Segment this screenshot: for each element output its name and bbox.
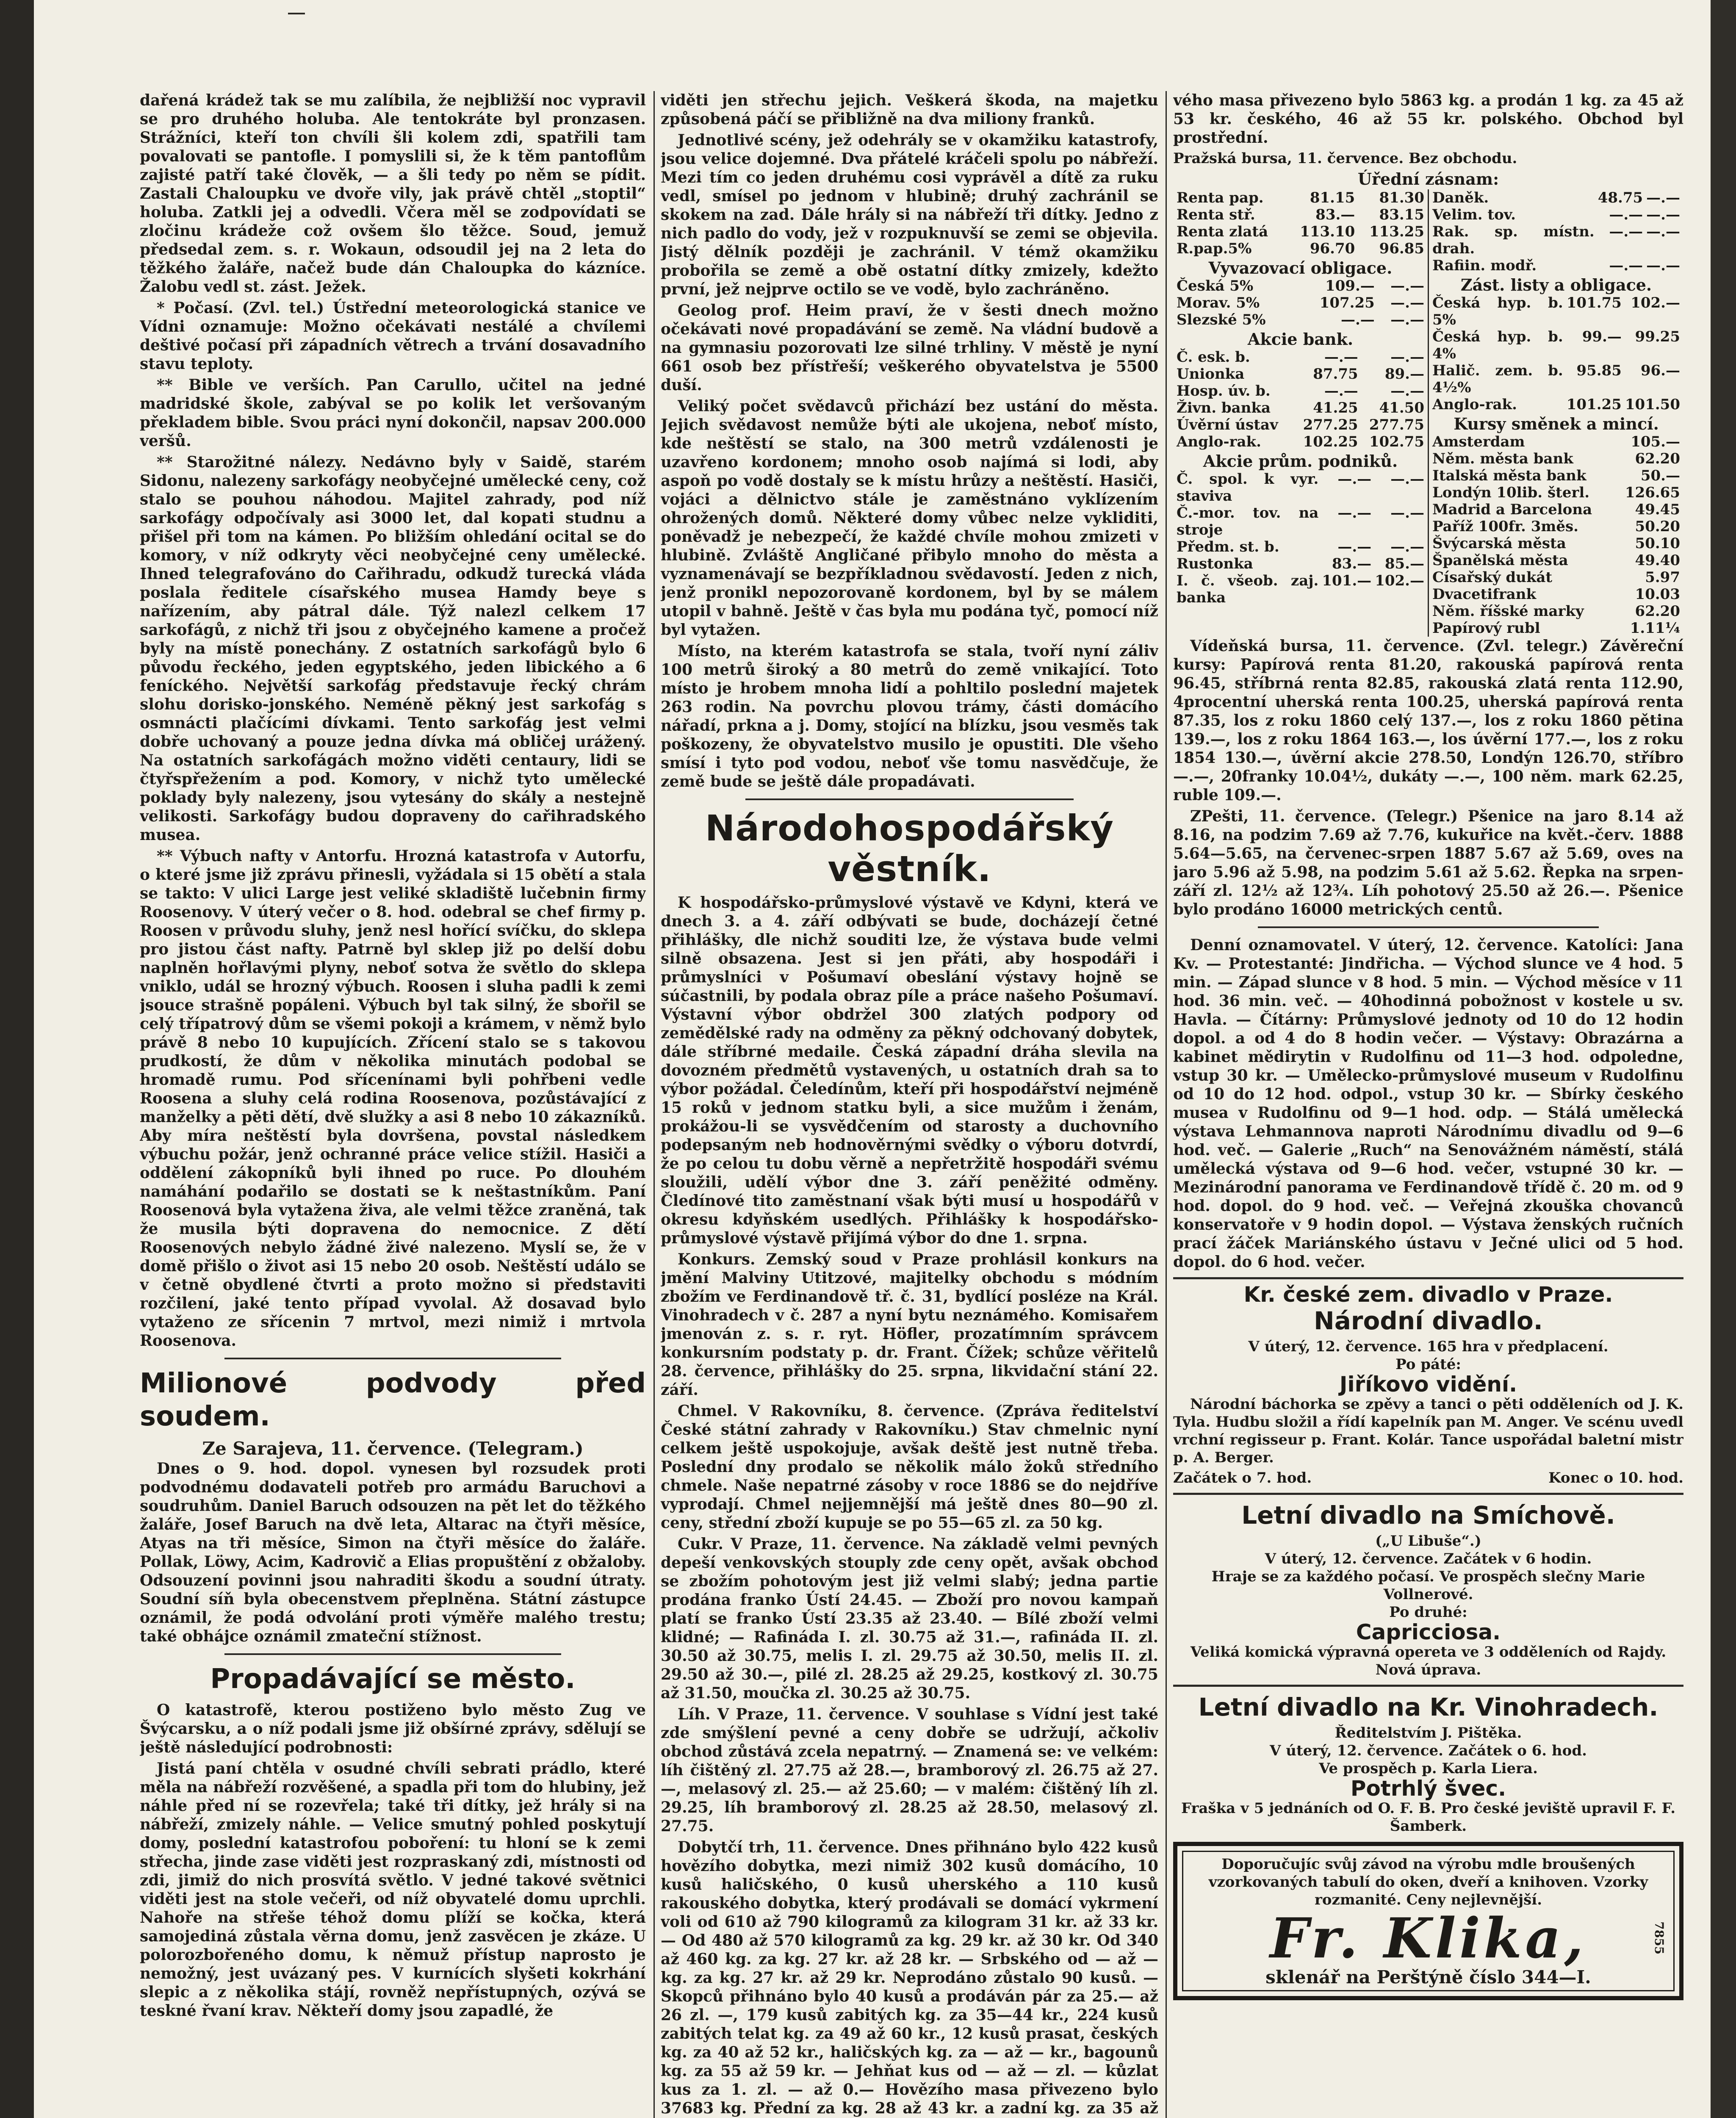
article-text: O katastrofě, kterou postiženo bylo město Zug ve Švýcarsku, a o níž podali jsme již obšírné zprávy, sdělují se ještě následující podrobnosti:: [140, 1701, 646, 1756]
rate-value: —.—: [1390, 349, 1424, 366]
rate-value: 99.25: [1635, 328, 1680, 345]
theatre-note: Nová úprava.: [1375, 1661, 1481, 1678]
rate-value: 85.—: [1384, 555, 1424, 572]
rate-label: Švýcarská města: [1432, 535, 1566, 552]
rate-value: —.—: [1390, 294, 1424, 311]
rate-value: —.—: [1390, 538, 1424, 555]
rate-row: [1175, 505, 1426, 538]
rate-row: [1175, 538, 1426, 555]
rate-value: —.—: [1609, 206, 1643, 223]
article-text: Geolog prof. Heim praví, že v šesti dnech možno očekávati nové propadávání se země. Na vládní budově a na gymnasiu pozorovati lze silné trhliny. V městě je nyní 661 osob bez přístřeší; veškerého obyvatelstva je 5500 duší.: [661, 302, 1158, 394]
rate-value: 83.—: [1332, 555, 1372, 572]
rate-label: Renta stř.: [1177, 206, 1255, 223]
divider: [1173, 1685, 1683, 1687]
rate-value: —.—: [1646, 206, 1680, 223]
table-heading: Úřední zásnam:: [1357, 169, 1499, 189]
rate-row: [1175, 223, 1426, 240]
rate-value: —.—: [1324, 383, 1358, 399]
rates-right: [1431, 189, 1682, 274]
rate-value: 107.25: [1319, 294, 1375, 311]
article-text: Dnes o 9. hod. dopol. vynesen byl rozsudek proti podvodnému dodavateli potřeb pro armádu Baruchovi a soudruhům. Daniel Baruch odsouzen na pět let do těžkého žaláře, Josef Baruch na dvě leta, Altarac na čtyři měsíce, Atyas na tři měsíce, Simon na čtyři měsíce do žaláře. Pollak, Löwy, Acim, Kadrovič a Elias propuštění z obžaloby. Odsouzení povinni jsou nahraditi škodu a soudní útraty. Soudní síň byla obecenstvem přeplněna. Státní zástupce oznámil, že podá odvolání proti výměře malého trestu; také obhájce oznámil zmateční stížnost.: [140, 1460, 646, 1645]
rate-label: Rustonka: [1177, 555, 1253, 572]
rate-row: [1431, 484, 1682, 501]
rate-label: Rafiin. modř.: [1432, 257, 1537, 274]
article-text: viděti jen střechu jejich. Veškerá škoda, na majetku způsobená páčí se přibližně na dva miliony franků.: [661, 91, 1158, 128]
play-title: Capricciosa.: [1356, 1620, 1501, 1644]
rate-row: [1431, 294, 1682, 328]
rate-row: [1175, 555, 1426, 572]
theatre-note: Hraje se za každého počasí. Ve prospěch slečny Marie Vollnerové.: [1211, 1568, 1645, 1603]
rate-value: —.—: [1337, 471, 1372, 488]
dateline: Ze Sarajeva, 11. července. (Telegram.): [202, 1438, 584, 1459]
rate-value: 105.—: [1631, 433, 1680, 450]
rate-row: [1175, 433, 1426, 450]
column-2: [661, 91, 1158, 2118]
bursa-headline: Pražská bursa, 11. července. Bez obchodu.: [1173, 150, 1517, 167]
article-text: Konkurs. Zemský soud v Praze prohlásil konkurs na jmění Malviny Utitzové, majitelky obchodu s módním zbožím ve Ferdinandově tř. č. 31, bydlící posléze na Král. Vinohradech v č. 287 a nyní bytu neznámého. Komisařem jmenován z. s. r. ryt. Höfler, prozatímním správcem konkursním podstaty p. dr. Frant. Čížek; schůze věřitelů 28. července, přihlášky do 25. srpna, likvidační stání 22. září.: [661, 1250, 1158, 1399]
rate-value: 102.—: [1375, 572, 1424, 589]
rate-label: Daněk.: [1432, 189, 1489, 206]
rate-label: Předm. st. b.: [1177, 538, 1279, 555]
article-text: Líh. V Praze, 11. července. V souhlase s Vídní jest také zde smýšlení pevné a ceny dobře se udržují, ačkoliv obchod zůstává zcela nepatrný. — Znamená se: ve velkém: líh čištěný zl. 27.75 až 28.—, bramborový zl. 26.75 až 27.—, melasový zl. 25.— až 25.60; — v malém: čištěný líh zl. 29.25, líh bramborový zl. 28.25 až 28.50, melasový zl. 27.75.: [661, 1705, 1158, 1835]
rate-value: —.—: [1390, 277, 1424, 294]
rate-value: 1.11¼: [1630, 620, 1680, 637]
news-item: ** Bible ve verších. Pan Carullo, učitel na jedné madridské škole, zabýval se po kolik let veršovaným překladem bible. Svou práci nyní dokončil, napsav 200.000 veršů.: [140, 376, 646, 450]
rate-row: [1431, 257, 1682, 274]
rate-value: 10.03: [1635, 586, 1680, 603]
divider: [1173, 1277, 1683, 1279]
rate-value: 96.85: [1379, 240, 1424, 257]
rate-value: 113.25: [1369, 223, 1424, 240]
rate-label: Dvacetifrank: [1432, 586, 1537, 603]
column-divider: [1166, 91, 1167, 2118]
rate-label: I. č. všeob. zaj. banka: [1177, 572, 1319, 606]
rate-value: —.—: [1390, 383, 1424, 399]
rate-value: —.—: [1646, 189, 1680, 206]
column-1: [140, 91, 646, 2118]
weather-item: * Počasí. (Zvl. tel.) Ústřední meteorologická stanice ve Vídni oznamuje: Možno očekávati nestálé a chvílemi deštivé počasí při západních větrech a trvání dosavadního stavu teploty.: [140, 299, 646, 373]
ad-address: sklenář na Perštýně číslo 344—I.: [1265, 1967, 1591, 1988]
rate-label: Rak. sp. místn. drah.: [1432, 223, 1595, 257]
theatre-text: Fraška v 5 jednáních od O. F. B. Pro české jeviště upravil F. F. Šamberk.: [1181, 1800, 1676, 1835]
rate-value: 83.15: [1379, 206, 1424, 223]
rate-value: 277.75: [1369, 416, 1424, 433]
rate-value: 41.50: [1379, 399, 1424, 416]
article-text: K hospodářsko-průmyslové výstavě ve Kdyni, která ve dnech 3. a 4. září odbývati se bude, docházejí četné přihlášky, dle nichž souditi lze, že výstava bude velmi silně obsazena. Jest si jen přáti, aby hospodáři i průmyslníci v Pošumaví obeslání výstavy hojně se súčastnili, by podala obraz píle a práce našeho Pošumaví. Výstavní výbor obdržel 300 zlatých podpory od zemědělské rady na odměny za pěkný odchovaný dobytek, dále stříbrné medaile. Česká západní dráha slevila na dovozném předmětů vystavených, u ostatních drah sa to výbor požádal. Čeledínům, kteří při hospodářství nejméně 15 roků v jednom statku byli, a sice mužům i ženám, prokážou-li se vysvědčením od starosty a duchovního podepsaným neb hodnověrnými svědky o výboru dotvrdí, že po celou tu dobu věrně a nepřetržitě hospodáři svému sloužili, udělí výbor dne 3. září peněžité odměny. Čledínové tito zaměstnaní však býti musí u hospodářů v okresu kdyňském usedlých. Přihlášky k hospodářsko-průmyslové výstavě přijímá výbor do dne 1. srpna.: [661, 894, 1158, 1247]
rate-value: 96.70: [1310, 240, 1355, 257]
theatre-title: Národní divadlo.: [1314, 1306, 1543, 1335]
rate-label: Anglo-rak.: [1432, 396, 1517, 413]
end-time: Konec o 10. hod.: [1548, 1469, 1683, 1486]
rate-row: [1431, 450, 1682, 467]
rates-zast: [1431, 294, 1682, 413]
rate-value: —.—: [1324, 349, 1358, 366]
rate-value: 101.25: [1566, 396, 1622, 413]
article-text: Chmel. V Rakovníku, 8. července. (Zpráva ředitelství České státní zahrady v Rakovníku.) Stav chmelnic nyní celkem ještě uspokojuje, avšak deště jest nutně třeba. Poslední dny prodalo se několik málo žoků středního chmele. Naše nepatrné zásoby v roce 1886 se do nejdříve vyprodají. Chmel nejjemnější má ještě dnes 80—90 zl. ceny, střední zboží kupuje se po 55—65 zl. za 50 kg.: [661, 1402, 1158, 1532]
rate-value: 50.10: [1635, 535, 1680, 552]
rate-row: [1175, 311, 1426, 328]
article-text: Veliký počet svědavců přichází bez ustání do města. Jejich svědavost nemůže býti ale ukojena, neboť místo, kde neštěstí se stalo, na 300 metrů vzdálenosti je uzavřeno kordonem; mnoho osob najímá si lodi, aby aspoň po vodě dostaly se k místu hrůzy a neštěstí. Hasiči, vojáci a dělnictvo stále je zaměstnáno vyklízením ohrožených domů. Některé domy vůbec nelze vykliditi, poněvadž je nebezpečí, že každé chvíle mohou zmizeti v hlubině. Zvláště Angličané přibylo mnoho do města a vyznamenávají se bezpříkladnou svědavostí. Jeden z nich, jenž pronikl nepozorovaně kordonem, byl by se málem utopil v bahně. Ještě v čas byla mu podána tyč, pomocí níž byl vytažen.: [661, 397, 1158, 639]
rate-label: Španělská města: [1432, 552, 1568, 569]
rate-value: 48.75: [1598, 189, 1643, 206]
rate-value: 49.40: [1635, 552, 1680, 569]
rate-label: Halič. zem. b. 4½%: [1432, 362, 1563, 396]
rate-row: [1431, 535, 1682, 552]
scan-edge-right: [1711, 0, 1736, 2118]
divider: [745, 798, 1074, 800]
table-heading: Akcie prům. podniků.: [1203, 452, 1398, 471]
rate-value: —.—: [1646, 223, 1680, 240]
ad-text: Doporučujíc svůj závod na výrobu mdle broušených vzorkovaných tabulí do oken, dveří a knihoven. Vzorky rozmanité. Ceny nejlevnější.: [1208, 1856, 1648, 1908]
rate-label: Č.-mor. tov. na stroje: [1177, 505, 1319, 538]
theatre-date: V úterý, 12. července. 165 hra v předplacení.: [1248, 1338, 1609, 1355]
rate-row: [1175, 240, 1426, 257]
rate-label: Č. esk. b.: [1177, 349, 1250, 366]
divider: [224, 1653, 561, 1655]
article-text: vého masa přivezeno bylo 5863 kg. a prodán 1 kg. za 45 až 53 kr. českého, 46 až 55 kr. polského. Obchod byl prostřední.: [1173, 91, 1683, 147]
rate-value: 5.97: [1645, 569, 1680, 586]
rate-value: 99.—: [1582, 328, 1622, 345]
news-item: ** Starožitné nálezy. Nedávno byly v Saidě, starém Sidonu, nalezeny sarkofágy neobyčejné umělecké ceny, což stalo se pouhou náhodou. Majitel zahrady, pod níž sarkofágy odpočívaly asi 3000 let, dal kopati studnu a přišel při tom na kámen. Po bližším ohledání ocital se do komory, v níž odkryty věci neobyčejné ceny umělecké. Ihned telegrafováno do Cařihradu, odkudž turecká vláda poslala ředitele císařského musea Hamdy beye s nařízením, aby pátral dále. Týž nalezl celkem 17 sarkofágů, z nichž tři jsou z obyčejného kamene a pročež byly na místě ponechány. Z ostatních sarkofágů bylo 6 původu řeckého, jeden egyptského, jeden libického a 6 feníckého. Největší sarkofág představuje řecký chrám slohu dorisko-jonského. Neméně pěkný jest sarkofág s osmnácti plačícími dívkami. Tento sarkofág jest velmi dobře uchovaný a pouze jedna dívka má obličej urážený. Na ostatních sarkofágách možno viděti centaury, lidi se čtyřspřežením a pod. Komory, v nichž tyto umělecké poklady byly nalezeny, jsou vytesány do skály a nestejně velikosti. Sarkofágy budou dopraveny do cařihradského musea.: [140, 453, 646, 844]
rate-value: —.—: [1340, 311, 1375, 328]
article-text: Místo, na kterém katastrofa se stala, tvoří nyní záliv 100 metrů široký a 80 metrů do země vnikající. Toto místo je hrobem mnoha lidí a pohltilo poslední majetek 263 rodin. Na povrchu plovou trámy, části domácího nářadí, prkna a j. Domy, stojící na blízku, jsou vesměs tak poškozeny, že obyvatelstvo musilo je opustiti. Dle všeho smísí i tyto pod vodou, neboť vše tomu nasvědčuje, že země bude se ještě dále propadávati.: [661, 642, 1158, 790]
rate-row: [1431, 328, 1682, 362]
theatre-title: Letní divadlo na Kr. Vinohradech.: [1198, 1693, 1658, 1722]
rate-value: 81.30: [1379, 189, 1424, 206]
rate-label: Morav. 5%: [1177, 294, 1260, 311]
rate-row: [1175, 366, 1426, 383]
start-time: Začátek o 7. hod.: [1173, 1469, 1312, 1486]
advertisement: [1173, 1842, 1683, 2000]
play-title: Jiříkovo vidění.: [1339, 1372, 1517, 1397]
rate-value: 49.45: [1635, 501, 1680, 518]
section-headline: Národohospodářský věstník.: [705, 807, 1114, 890]
rates-akcie: [1175, 349, 1426, 450]
rate-row: [1431, 569, 1682, 586]
divider: [1258, 926, 1599, 928]
rate-value: —.—: [1390, 505, 1424, 521]
column-divider: [653, 91, 655, 2118]
rate-value: 89.—: [1384, 366, 1424, 383]
theatre-sub: Ředitelstvím J. Pištěka.: [1335, 1724, 1522, 1741]
article-text: Jistá paní chtěla v osudné chvíli sebrati prádlo, které měla na nábřeží rozvěšené, a spadla při tom do hlubiny, jež náhle před ní se rozevřela; také tři dítky, jež hrály si na nábřeží, zmizely náhle. — Velice smutný pohled poskytují domy, poslední katastrofou poboření: tu hloní se k zemi střecha, jinde zase viděti jest rozpraskaný zdi, místnosti od zdi, jimiž do nich prosvítá světlo. V jedné takové světnici viděti jest na stole večeři, od níž obyvatelé domu uprchli. Nahoře na střeše téhož domu plíží se kočka, která samojediná zůstala věrna domu, jenž zasvěcen je zkáze. U polorozbořeného domu, k němuž přístup naprosto je nemožný, jest uvázaný pes. V kurnících slyšeti kokrhání slepic a z několika stájí, rovněž nepřístupných, ozývá se teskné řvaní krav. Někteří domy jsou zapadlé, že: [140, 1760, 646, 2020]
bursa-table: [1173, 189, 1683, 637]
rates-prum: [1175, 471, 1426, 606]
rate-row: [1175, 294, 1426, 311]
rate-value: 50.20: [1635, 518, 1680, 535]
rates-kursy: [1431, 433, 1682, 637]
rate-row: [1175, 416, 1426, 433]
rate-label: Renta zlatá: [1177, 223, 1268, 240]
rate-row: [1431, 223, 1682, 257]
rate-row: [1431, 189, 1682, 206]
rate-label: Živn. banka: [1177, 399, 1271, 416]
rate-row: [1431, 603, 1682, 620]
theatre-text: Národní báchorka se zpěvy a tanci o pěti odděleních od J. K. Tyla. Hudbu složil a řídí kapelník pan M. Anger. Ve scénu uvedl vrchní regisseur p. Frant. Kolár. Tance uspořádal baletní mistr p. A. Berger.: [1173, 1396, 1683, 1466]
rate-value: 102.25: [1303, 433, 1358, 450]
rate-value: —.—: [1390, 311, 1424, 328]
divider: [1173, 1493, 1683, 1495]
rate-label: Amsterdam: [1432, 433, 1525, 450]
rate-row: [1431, 620, 1682, 637]
theatre-sub: („U Libuše“.): [1375, 1533, 1481, 1550]
rate-label: Hosp. úv. b.: [1177, 383, 1271, 399]
news-item: ** Výbuch nafty v Antorfu. Hrozná katastrofa v Autorfu, o které jsme již zprávu přinesli, vyžádala si 15 obětí a stala se takto: V ulici Large jest veliké skladiště lučebnin firmy Roosenovy. V úterý večer o 8. hod. odebral se chef firmy p. Roosen v průvodu sluhy, jenž nesl hořící svíčku, do sklepa pro jistou část nafty. Patrně byl sklep již po delší dobu naplněn hořlavými plyny, neboť sotva že světlo do sklepa vniklo, udál se hrozný výbuch. Roosen i sluha padli k zemi jsouce strašně popáleni. Výbuch byl tak silný, že sbořil se celý třípatrový dům se všemi pokoji a krámem, v němž bylo právě 8 nebo 10 kupujících. Zřícení stalo se s takovou prudkostí, že dům v několika minutách podobal se hromadě rumu. Pod sřícenínami byli pohřbeni vedle Roosena a sluhy celá rodina Roosenova, pozůstávající z manželky a pěti dětí, dvě služky a asi 8 nebo 10 zákazníků. Aby míra neštěstí byla dovršena, povstal následkem výbuchu požár, jenž ochranné práce velice stížil. Hasiči a oddělení zákopníků byli ihned po ruce. Po dlouhém namáhání podařilo se dostati se k neštastníkům. Paní Roosenová byla vytažena živa, ale velmi těžce zraněná, tak že musila býti dopravena do nemocnice. Z dětí Roosenových nebylo žádné živé nalezeno. Myslí se, že v domě přišlo o život asi 15 nebo 20 osob. Neštěstí událo se v četně obydlené čtvrti a proto možno si představiti rozčilení, jaké tento případ vyvolal. Až dosavad bylo vytaženo ze sřícenin 7 mrtvol, mezi nimiž i mrtvola Roosenova.: [140, 847, 646, 1350]
rates-vyvaz: [1175, 277, 1426, 328]
rate-row: [1175, 206, 1426, 223]
page-mark: [288, 13, 305, 14]
theatre-note: Ve prospěch p. Karla Liera.: [1319, 1760, 1538, 1777]
rate-row: [1175, 383, 1426, 399]
rate-row: [1431, 552, 1682, 569]
rate-label: Londýn 10lib. šterl.: [1432, 484, 1590, 501]
rate-value: —.—: [1337, 505, 1372, 521]
rate-label: Česká hyp. b. 4%: [1432, 328, 1563, 362]
article-headline: Milionové podvody před soudem.: [140, 1368, 646, 1432]
rate-label: Slezské 5%: [1177, 311, 1266, 328]
rate-value: 81.15: [1310, 189, 1355, 206]
rate-value: 62.20: [1635, 450, 1680, 467]
rate-label: R.pap.5%: [1177, 240, 1252, 257]
rate-value: —.—: [1609, 257, 1643, 274]
theatre-note: Po druhé:: [1389, 1604, 1467, 1621]
rate-label: Císařský dukát: [1432, 569, 1553, 586]
play-title: Potrhlý švec.: [1350, 1776, 1506, 1801]
table-heading: Akcie bank.: [1247, 330, 1354, 349]
rate-row: [1431, 467, 1682, 484]
rate-row: [1431, 501, 1682, 518]
rate-value: 102.—: [1631, 294, 1680, 311]
table-heading: Vyvazovací obligace.: [1208, 258, 1393, 277]
theatre-date: V úterý, 12. července. Začátek v 6 hodin.: [1265, 1550, 1592, 1567]
rate-row: [1175, 399, 1426, 416]
rate-row: [1431, 518, 1682, 535]
divider: [224, 1358, 561, 1359]
rate-value: 101.—: [1322, 572, 1372, 589]
rate-label: Velim. tov.: [1432, 206, 1516, 223]
rate-value: 87.75: [1313, 366, 1358, 383]
rates-left: [1175, 189, 1426, 257]
rate-value: 101.50: [1625, 396, 1680, 413]
rate-value: 126.65: [1625, 484, 1680, 501]
rate-label: Renta pap.: [1177, 189, 1264, 206]
rate-value: 277.25: [1303, 416, 1358, 433]
rate-row: [1431, 586, 1682, 603]
rate-value: 113.10: [1300, 223, 1355, 240]
theatre-title: Letní divadlo na Smíchově.: [1241, 1501, 1615, 1530]
rate-row: [1431, 433, 1682, 450]
rate-value: 109.—: [1325, 277, 1375, 294]
rate-row: [1431, 206, 1682, 223]
rate-label: Papírový rubl: [1432, 620, 1540, 637]
rate-value: —.—: [1337, 538, 1372, 555]
column-3: [1173, 91, 1683, 2118]
rate-value: 101.75: [1566, 294, 1622, 311]
rate-label: Paříž 100fr. 3měs.: [1432, 518, 1578, 535]
rate-row: [1431, 362, 1682, 396]
rate-label: Česká 5%: [1177, 277, 1254, 294]
ad-number: 7855: [1652, 1921, 1666, 1954]
rate-value: 41.25: [1313, 399, 1358, 416]
article-text: dařená krádež tak se mu zalíbila, že nejbližší noc vypravil se pro druhého holuba. Ale tentokráte byl pronzasen. Strážníci, kteří ton chvíli šli kolem zdi, spatřili tam povalovati se pantofle. I pomyslili si, že k těm pantoflům zajisté patří také člověk, — a šli tedy po něm se pídit. Zastali Chaloupku ve dvoře vily, jak právě chtěl „stoptil“ holuba. Zatkli jej a odvedli. Včera měl se zodpovídati se zločinu krádeže což ovšem šlo těžce. Soud, jemuž předsedal zem. s. r. Wokaun, odsoudil jej na 2 leta do těžkého žaláře, načež bude dán Chaloupka do kázníce. Žalobu vedl st. zást. Ježek.: [140, 91, 646, 296]
theatre-text: Veliká komická výpravná opereta ve 3 odděleních od Rajdy.: [1190, 1644, 1667, 1661]
rate-row: [1175, 572, 1426, 606]
article-text: ZPešti, 11. července. (Telegr.) Pšenice na jaro 8.14 až 8.16, na podzim 7.69 až 7.76, kukuřice na květ.-červ. 1888 5.64—5.65, na červenec-srpen 1887 5.67 až 5.69, oves na jaro 5.96 až 5.98, na podzim 5.61 až 5.62. Řepka na srpen-září zl. 12½ až 12¾. Líh pohotový 25.50 až 26.—. Pšenice bylo prodáno 16000 metrických centů.: [1173, 807, 1683, 918]
rate-row: [1431, 396, 1682, 413]
rate-label: Něm. říšské marky: [1432, 603, 1584, 620]
rate-value: 50.—: [1640, 467, 1680, 484]
rate-value: 95.85: [1576, 362, 1622, 379]
article-headline: Propadávající se město.: [210, 1663, 576, 1695]
rate-label: Italská města bank: [1432, 467, 1586, 484]
rate-value: —.—: [1609, 223, 1643, 240]
rate-label: Madrid a Barcelona: [1432, 501, 1592, 518]
article-text: Vídeňská bursa, 11. července. (Zvl. telegr.) Závěreční kursy: Papírová renta 81.20, rakouská papírová renta 96.45, stříbrná renta 82.85, rakouská zlatá renta 112.90, 4procentní uherská renta 100.25, uherská papírová renta 87.35, los z roku 1860 celý 137.—, los z roku 1860 pětina 139.—, los z roku 1864 163.—, los úvěrní 177.—, los z roku 1854 130.—, úvěrní akcie 278.50, Londýn 126.70, stříbro —.—, 20franky 10.04½, dukáty —.—, 100 něm. mark 62.25, ruble 109.—.: [1173, 637, 1683, 804]
theatre-times: [1173, 1469, 1683, 1487]
rate-row: [1175, 277, 1426, 294]
scan-edge-left: [0, 0, 34, 2118]
theatre-heading: Kr. české zem. divadlo v Praze.: [1243, 1282, 1613, 1307]
rate-label: Něm. města bank: [1432, 450, 1573, 467]
rate-row: [1175, 349, 1426, 366]
table-heading: Zást. listy a obligace.: [1460, 275, 1652, 294]
article-text: Denní oznamovatel. V úterý, 12. července. Katolíci: Jana Kv. — Protestanté: Jindřicha. — Východ slunce ve 4 hod. 5 min. — Západ slunce v 8 hod. 5 min. — Východ měsíce v 11 hod. 36 min. več. — 40hodinná pobožnost v kostele u sv. Havla. — Čítárny: Průmyslové jednoty od 10 do 12 hodin dopol. a od 4 do 8 hodin večer. — Výstavy: Obrazárna a kabinet mědirytin v Rudolfinu od 11—3 hod. odpoledne, vstup 30 kr. — Umělecko-průmyslové museum v Rudolfinu od 10 do 12 hod. odpol., vstup 30 kr. — Sbírky českého musea v Rudolfinu od 9—1 hod. odp. — Stálá umělecká výstava Lehmannova naproti Národnímu divadlu od 9—6 hod. več. — Galerie „Ruch“ na Senovážném náměstí, stálá umělecká výstava od 9—6 hod. večer, vstupné 30 kr. — Mezinárodní panorama ve Ferdinandově třídě č. 20 m. od 9 hod. dopol. do 9 hod. več. — Veřejná zkouška chovanců konservatoře v 9 hodin dopol. — Výstava ženských ručních prací žáček Mariánského ústavu v Ječné ulici od 5 hod. dopol. do 6 hod. večer.: [1173, 936, 1683, 1271]
rate-label: Anglo-rak.: [1177, 433, 1261, 450]
theatre-date: V úterý, 12. července. Začátek o 6. hod.: [1270, 1742, 1587, 1759]
rate-value: 96.—: [1640, 362, 1680, 379]
theatre-note: Po páté:: [1395, 1356, 1461, 1373]
article-text: Jednotlivé scény, jež odehrály se v okamžiku katastrofy, jsou velice dojemné. Dva přátelé kráčeli spolu po nábřeží. Mezi tím co jeden druhému cosi vyprávěl a dítě za ruku vedl, smísel po jednom v hlubině; druhý zachránil se skokem na zad. Dále hrály si na nábřeží tři dítky. Jedno z nich padlo do vody, jež v rozpuknuvší se zemi se objevila. Jistý dělník později je zachránil. V témž okamžiku probořila se země a obě ostatní dítky zmizely, kdežto první, jež nejprve octilo se ve vodě, bylo zachráněno.: [661, 131, 1158, 298]
rate-value: 62.20: [1635, 603, 1680, 620]
rate-label: Úvěrní ústav: [1177, 416, 1278, 433]
rate-row: [1175, 471, 1426, 505]
table-heading: Kursy směnek a mincí.: [1454, 414, 1659, 433]
rate-value: —.—: [1390, 471, 1424, 488]
rate-label: Unionka: [1177, 366, 1245, 383]
rate-label: Č. spol. k vyr. staviva: [1177, 471, 1319, 505]
rate-row: [1175, 189, 1426, 206]
rate-value: 83.—: [1315, 206, 1355, 223]
article-text: Cukr. V Praze, 11. července. Na základě velmi pevných depeší venkovských stouply zde ceny opět, avšak obchod se zbožím pohotovým jest již velmi slabý; jedna partie prodána franko Ústí 24.45. — Zboží pro novou kampaň platí se franko Ústí 23.35 až 23.40. — Bílé zboží velmi klidné; — Rafináda I. zl. 30.75 až 31.—, rafináda II. zl. 30.50 až 30.75, melis I. zl. 29.75 až 30.50, melis II. zl. 29.50 až 30.—, pilé zl. 28.25 až 29.25, kostkový zl. 30.75 až 31.50, moučka zl. 30.25 až 30.75.: [661, 1535, 1158, 1702]
ad-name: Fr. Klika,: [1270, 1906, 1587, 1971]
rate-label: Česká hyp. b. 5%: [1432, 294, 1563, 328]
article-text: Dobytčí trh, 11. července. Dnes přihnáno bylo 422 kusů hovězího dobytka, mezi nimiž 302 kusů domácího, 10 kusů haličského, 0 kusů uherského a 110 kusů rakouského dobytka, který prodávali se domácí vykrmení voli od 610 až 790 kilogramů za kilogram 31 kr. až 33 kr. — Od 480 až 570 kilogramů za kg. 29 kr. až 30 kr. Od 340 až 460 kg. za kg. 27 kr. až 28 kr. — Srbského od — až — kg. za kg. 27 kr. až 29 kr. Neprodáno zůstalo 90 kusů. — Skopců přihnáno bylo 40 kusů a prodáván pár za 25.— až 26 zl. —, 179 kusů zabitých kg. za 35—44 kr., 224 kusů zabitých telat kg. za 49 až 60 kr., 12 kusů prasat, českých kg. za 40 až 52 kr., haličských kg. za — až — kr., bagounů kg. za 55 až 59 kr. — Jehňat kus od — až — zl. — kůzlat kus za 1. zl. — až 0.— Hovězího masa přivezeno bylo 37683 kg. Přední za kg. 28 až 43 kr. a zadní kg. za 35 až: [661, 1838, 1158, 2117]
rate-value: 102.75: [1369, 433, 1424, 450]
rate-value: —.—: [1646, 257, 1680, 274]
